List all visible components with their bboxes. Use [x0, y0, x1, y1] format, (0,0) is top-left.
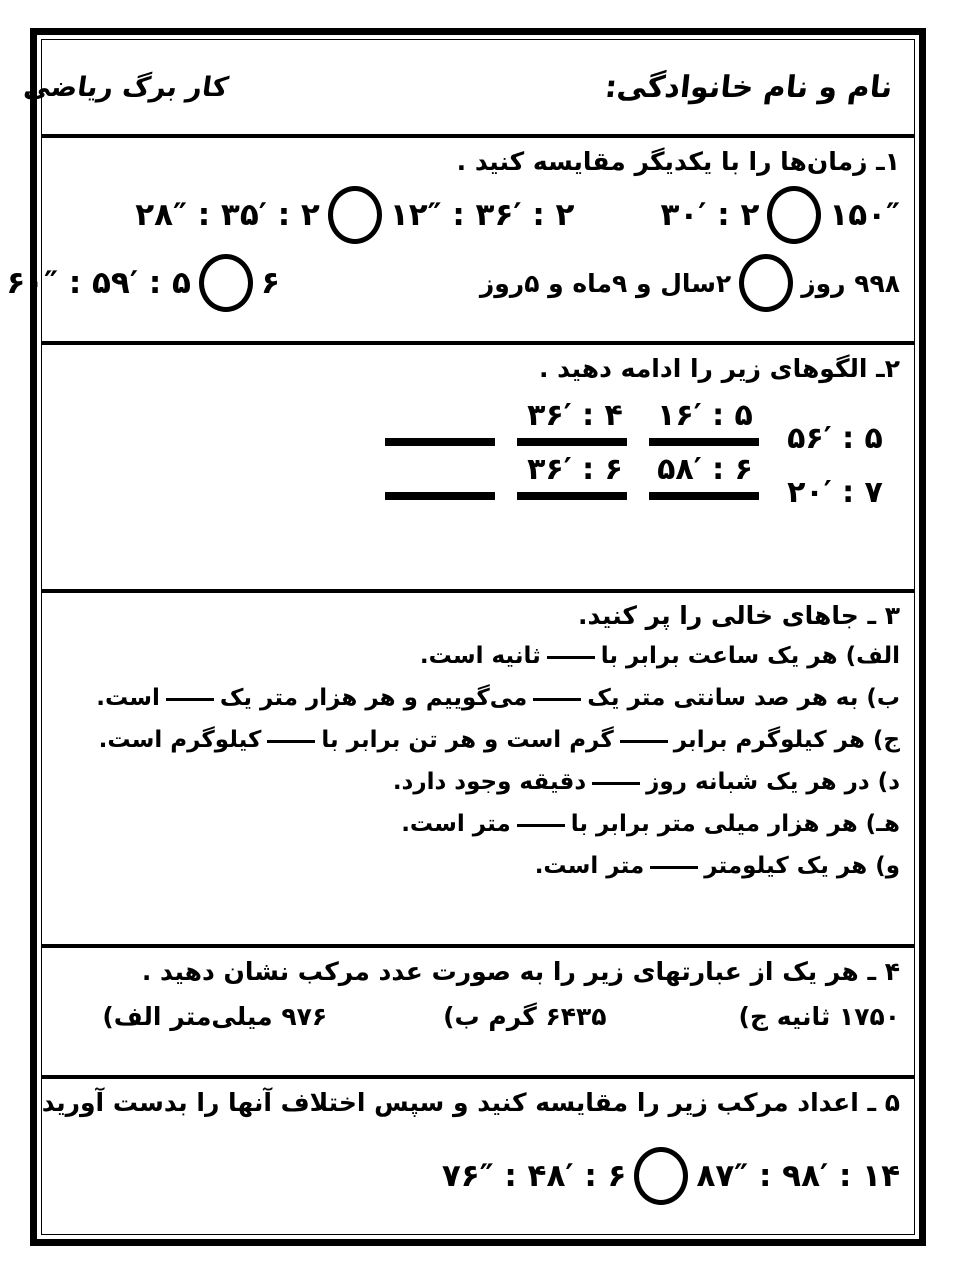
pattern-answer-blank[interactable]	[385, 492, 495, 500]
pattern-value: ۷ : ۲۰′	[787, 475, 883, 510]
worksheet-title: کار برگ ریاضی	[21, 71, 231, 103]
pattern-answer-blank[interactable]	[649, 492, 759, 500]
fill-blank[interactable]	[517, 824, 565, 827]
fill-item-vav	[56, 853, 900, 879]
compare-pair-1	[660, 186, 900, 244]
compare-value-right: ۶	[260, 265, 280, 301]
compare-value-left: ۵ : ۵۹′ : ۶۰″	[6, 265, 191, 301]
fill-blank[interactable]	[592, 782, 640, 785]
pattern-value: ۶ : ۵۸′	[657, 452, 753, 487]
compare-pair-2	[135, 186, 574, 244]
question-1-row-2	[6, 254, 900, 312]
fill-text-prefix: د) در هر یک شبانه روز	[646, 769, 900, 795]
worksheet-header	[21, 40, 914, 138]
fill-text-middle: می‌گوییم و هر هزار متر یک	[219, 685, 528, 711]
q4-value: ۶۴۳۵ گرم	[488, 1002, 607, 1031]
pattern-value: ۴ : ۳۶′	[527, 398, 623, 433]
fill-text-prefix: ب) به هر صد سانتی متر یک	[587, 685, 900, 711]
fill-text-middle: متر است.	[534, 853, 645, 879]
compare-value-left: ۲سال و ۹ماه و ۵روز	[479, 268, 732, 298]
compare-value-right: ۹۹۸ روز	[801, 268, 900, 298]
pattern-value: ۵ : ۵۶′	[787, 421, 883, 456]
q4-label: ج)	[738, 1002, 768, 1031]
question-4-heading: ۴ ـ هر یک از عبارتهای زیر را به صورت عدد مرکب نشان دهید .	[141, 957, 900, 986]
question-1-heading: ۱ـ زمان‌ها را با یکدیگر مقایسه کنید .	[456, 147, 900, 176]
fill-blank[interactable]	[533, 698, 581, 701]
fill-text-middle: گرم است و هر تن برابر با	[321, 727, 614, 753]
compare-value-left: ۶ : ۴۸′ : ۷۶″	[441, 1158, 627, 1194]
compare-value-left: ۲ : ۳۵′ : ۲۸″	[135, 197, 320, 233]
worksheet-page	[6, 28, 926, 1246]
question-4-section	[42, 948, 914, 1079]
question-4-items	[56, 1002, 900, 1031]
fill-text-suffix: است.	[96, 685, 160, 711]
comparison-circle[interactable]	[767, 186, 821, 244]
fill-item-be	[56, 685, 900, 711]
q4-label: الف)	[102, 1002, 162, 1031]
compare-pair-3	[480, 254, 900, 312]
q4-value: ۹۷۶ میلی‌متر	[170, 1002, 328, 1031]
q4-item-alef	[102, 1002, 327, 1031]
fill-text-middle: متر است.	[401, 811, 511, 837]
fill-item-he	[56, 811, 900, 837]
compare-value-left: ۲ : ۳۰′	[660, 197, 760, 233]
q4-item-jim	[739, 1002, 900, 1031]
pattern-answer-blank[interactable]	[385, 438, 495, 446]
pattern-value: ۶ : ۳۶′	[527, 452, 623, 487]
fill-item-alef	[56, 643, 900, 669]
fill-text-prefix: هـ) هر هزار میلی متر برابر با	[570, 811, 900, 837]
compare-value-right: ۲ : ۳۶′ : ۱۲″	[389, 197, 575, 233]
question-1-row-1	[56, 186, 900, 244]
question-3-section	[42, 593, 914, 948]
question-5-comparison	[56, 1147, 900, 1205]
question-5-section	[42, 1079, 914, 1234]
comparison-circle[interactable]	[328, 186, 382, 244]
compare-value-right: ۱۴ : ۹۸′ : ۸۷″	[696, 1158, 900, 1194]
fill-text-prefix: و) هر یک کیلومتر	[704, 853, 900, 879]
compare-pair-4	[6, 254, 280, 312]
question-5-heading: ۵ ـ اعداد مرکب زیر را مقایسه کنید و سپس اختلاف آنها را بدست آورید	[41, 1088, 900, 1117]
question-3-heading: ۳ ـ جاهای خالی را پر کنید.	[578, 601, 900, 630]
fill-blank[interactable]	[166, 698, 214, 701]
fill-text-prefix: ج) هر کیلوگرم برابر	[673, 727, 900, 753]
fill-item-dal	[56, 769, 900, 795]
worksheet-inner-frame	[6, 39, 915, 1235]
fill-blank[interactable]	[267, 740, 315, 743]
pattern-answer-blank[interactable]	[517, 438, 627, 446]
fill-text-suffix: کیلوگرم است.	[98, 727, 262, 753]
fill-text-middle: ثانیه است.	[419, 643, 541, 669]
q4-label: ب)	[443, 1002, 480, 1031]
question-2-heading: ۲ـ الگوهای زیر را ادامه دهید .	[538, 354, 900, 383]
comparison-circle[interactable]	[739, 254, 793, 312]
fill-blank[interactable]	[547, 656, 595, 659]
student-name-label: نام و نام خانوادگی:	[602, 69, 894, 105]
fill-item-jim	[56, 727, 900, 753]
pattern-answer-blank[interactable]	[517, 492, 627, 500]
question-1-section	[6, 138, 914, 345]
fill-text-middle: دقیقه وجود دارد.	[392, 769, 587, 795]
compare-value-right: ۱۵۰″	[829, 197, 900, 233]
fill-text-prefix: الف) هر یک ساعت برابر با	[600, 643, 900, 669]
pattern-value: ۵ : ۱۶′	[657, 398, 753, 433]
pattern-answer-blank[interactable]	[649, 438, 759, 446]
q4-value: ۱۷۵۰ ثانیه	[776, 1002, 900, 1031]
q4-item-be	[443, 1002, 606, 1031]
comparison-circle[interactable]	[634, 1147, 688, 1205]
question-2-section	[42, 345, 914, 593]
fill-blank[interactable]	[650, 866, 698, 869]
comparison-circle[interactable]	[199, 254, 253, 312]
fill-blank[interactable]	[620, 740, 668, 743]
